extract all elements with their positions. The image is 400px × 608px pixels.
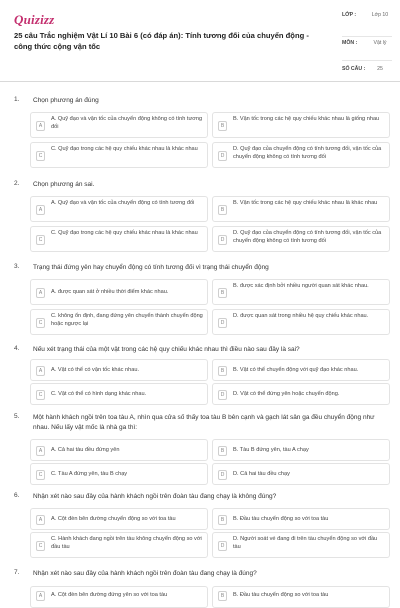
option-a[interactable] bbox=[30, 279, 208, 305]
option-text: A. Cả hai tàu đều đứng yên bbox=[51, 447, 120, 453]
option-letter: C bbox=[36, 151, 45, 161]
meta-class-label: LỚP : bbox=[342, 12, 357, 18]
option-a[interactable] bbox=[30, 112, 208, 138]
option-letter: D bbox=[218, 235, 227, 245]
option-b[interactable] bbox=[212, 359, 390, 381]
option-text: A. Vật có thể có vận tốc khác nhau. bbox=[51, 367, 140, 373]
option-text: B. Tàu B đứng yên, tàu A chạy bbox=[233, 447, 309, 453]
meta-count-label: SỐ CÂU : bbox=[342, 66, 366, 72]
question-text: Chọn phương án sai. bbox=[33, 181, 95, 188]
option-text: C. Tàu A đứng yên, tàu B chạy bbox=[51, 471, 128, 477]
option-letter: B bbox=[218, 591, 227, 601]
option-letter: B bbox=[218, 366, 227, 376]
quizizz-logo: Quizizz bbox=[14, 12, 55, 27]
option-a[interactable] bbox=[30, 359, 208, 381]
option-letter: A bbox=[36, 205, 45, 215]
option-text: B. Vận tốc trong các hệ quy chiếu khác nhau là khác nhau bbox=[233, 200, 378, 206]
option-a[interactable] bbox=[30, 439, 208, 461]
meta-count-value: 25 bbox=[377, 66, 383, 72]
option-letter: B bbox=[218, 205, 227, 215]
worksheet-title: 25 câu Trắc nghiệm Vật Lí 10 Bài 6 (có đáp án): Tính tương đối của chuyển động - công thức cộng vận tốc bbox=[14, 31, 309, 51]
option-text: D. Người soát vé đang đi trên tàu chuyển động so với đầu tàu bbox=[233, 536, 378, 550]
option-letter: B bbox=[218, 446, 227, 456]
option-text: B. Vật có thể chuyển động với quỹ đạo khác nhau. bbox=[233, 367, 359, 373]
option-text: C. Quỹ đạo trong các hệ quy chiếu khác nhau là khác nhau bbox=[51, 146, 198, 152]
option-c[interactable] bbox=[30, 532, 208, 558]
question-number: 5. bbox=[14, 413, 20, 420]
option-letter: D bbox=[218, 318, 227, 328]
option-letter: C bbox=[36, 470, 45, 480]
question-number: 6. bbox=[14, 492, 20, 499]
option-b[interactable] bbox=[212, 196, 390, 222]
meta-class-value: Lớp 10 bbox=[371, 12, 389, 18]
option-c[interactable] bbox=[30, 226, 208, 252]
option-letter: B bbox=[218, 121, 227, 131]
option-letter: C bbox=[36, 541, 45, 551]
meta-subject-label: MÔN : bbox=[342, 40, 358, 46]
option-text: D. Vật có thể đứng yên hoặc chuyển động. bbox=[233, 391, 340, 397]
option-letter: C bbox=[36, 390, 45, 400]
option-letter: D bbox=[218, 541, 227, 551]
option-letter: A bbox=[36, 446, 45, 456]
option-text: B. Đầu tàu chuyển động so với toa tàu bbox=[233, 592, 329, 598]
option-text: A. Quỹ đạo và vận tốc của chuyển động không có tính tương đối bbox=[51, 116, 203, 130]
option-a[interactable] bbox=[30, 196, 208, 222]
option-text: C. Vật có thể có hình dạng khác nhau. bbox=[51, 391, 147, 397]
question-number: 3. bbox=[14, 263, 20, 270]
question-text: Chọn phương án đúng bbox=[33, 97, 99, 104]
meta-divider bbox=[342, 36, 392, 37]
question-number: 2. bbox=[14, 180, 20, 187]
question-text: Một hành khách ngồi trên toa tàu A, nhìn qua cửa số thấy toa tàu B bên cạnh và gạch lát sân ga đều chuyển động như nhau. Nếu lấy vật mốc là nhà ga thì: bbox=[33, 414, 375, 431]
option-d[interactable] bbox=[212, 383, 390, 405]
meta-divider bbox=[342, 60, 392, 61]
option-b[interactable] bbox=[212, 439, 390, 461]
option-letter: A bbox=[36, 121, 45, 131]
option-letter: A bbox=[36, 366, 45, 376]
question-number: 1. bbox=[14, 96, 20, 103]
option-text: C. không ổn định, đang đứng yên chuyển thành chuyển động hoặc ngược lại bbox=[51, 313, 203, 327]
option-text: A. được quan sát ở nhiều thời điểm khác nhau. bbox=[51, 289, 169, 295]
option-text: D. Quỹ đạo của chuyển động có tính tương đối, vận tốc của chuyển động không có tính tương đối bbox=[233, 146, 382, 160]
meta-class bbox=[342, 12, 392, 36]
option-d[interactable] bbox=[212, 226, 390, 252]
option-text: D. Quỹ đạo của chuyển động có tính tương đối, vận tốc của chuyển động không có tính tương đối bbox=[233, 230, 382, 244]
option-d[interactable] bbox=[212, 463, 390, 485]
option-letter: B bbox=[218, 288, 227, 298]
option-letter: A bbox=[36, 591, 45, 601]
meta-subject-value: Vật lý bbox=[373, 40, 387, 46]
option-letter: D bbox=[218, 151, 227, 161]
option-d[interactable] bbox=[212, 532, 390, 558]
option-text: B. Đầu tàu chuyển động so với toa tàu bbox=[233, 516, 329, 522]
option-c[interactable] bbox=[30, 463, 208, 485]
option-c[interactable] bbox=[30, 142, 208, 168]
option-d[interactable] bbox=[212, 142, 390, 168]
option-b[interactable] bbox=[212, 508, 390, 530]
option-a[interactable] bbox=[30, 586, 208, 608]
option-a[interactable] bbox=[30, 508, 208, 530]
option-text: C. Hành khách đang ngồi trên tàu không chuyển động so với đầu tàu bbox=[51, 536, 202, 550]
worksheet-header bbox=[0, 0, 400, 82]
question-text: Nhận xét nào sau đây của hành khách ngồi trên đoàn tàu đang chạy là không đúng? bbox=[33, 493, 277, 500]
option-text: B. Vận tốc trong các hệ quy chiếu khác nhau là giống nhau bbox=[233, 116, 380, 122]
option-text: B. được xác định bởi nhiều người quan sát khác nhau. bbox=[233, 283, 369, 289]
option-d[interactable] bbox=[212, 309, 390, 335]
option-text: D. Cả hai tàu đều chạy bbox=[233, 471, 290, 477]
question-text: Nhận xét nào sau đây của hành khách ngồi trên đoàn tàu đang chạy là đúng? bbox=[33, 570, 257, 577]
option-b[interactable] bbox=[212, 586, 390, 608]
option-b[interactable] bbox=[212, 112, 390, 138]
option-letter: C bbox=[36, 318, 45, 328]
option-c[interactable] bbox=[30, 383, 208, 405]
option-letter: B bbox=[218, 515, 227, 525]
option-text: C. Quỹ đạo trong các hệ quy chiếu khác nhau là khác nhau bbox=[51, 230, 198, 236]
option-letter: A bbox=[36, 288, 45, 298]
question-text: Nếu xét trạng thái của một vật trong các hệ quy chiếu khác nhau thì điều nào sau đây là sai? bbox=[33, 346, 300, 353]
option-b[interactable] bbox=[212, 279, 390, 305]
meta-count bbox=[342, 66, 392, 78]
option-text: D. được quan sát trong nhiều hệ quy chiếu khác nhau. bbox=[233, 313, 369, 319]
option-letter: A bbox=[36, 515, 45, 525]
option-text: A. Cột đèn bên đường chuyển động so với toa tàu bbox=[51, 516, 176, 522]
question-text: Trạng thái đứng yên hay chuyển động có tính tương đối vì trạng thái chuyển động bbox=[33, 264, 269, 271]
option-c[interactable] bbox=[30, 309, 208, 335]
question-number: 7. bbox=[14, 569, 20, 576]
option-letter: C bbox=[36, 235, 45, 245]
question-number: 4. bbox=[14, 345, 20, 352]
option-text: A. Cột đèn bên đường đứng yên so với toa tàu bbox=[51, 592, 168, 598]
option-letter: D bbox=[218, 470, 227, 480]
option-letter: D bbox=[218, 390, 227, 400]
option-text: A. Quỹ đạo và vận tốc của chuyển động có tính tương đối bbox=[51, 200, 195, 206]
